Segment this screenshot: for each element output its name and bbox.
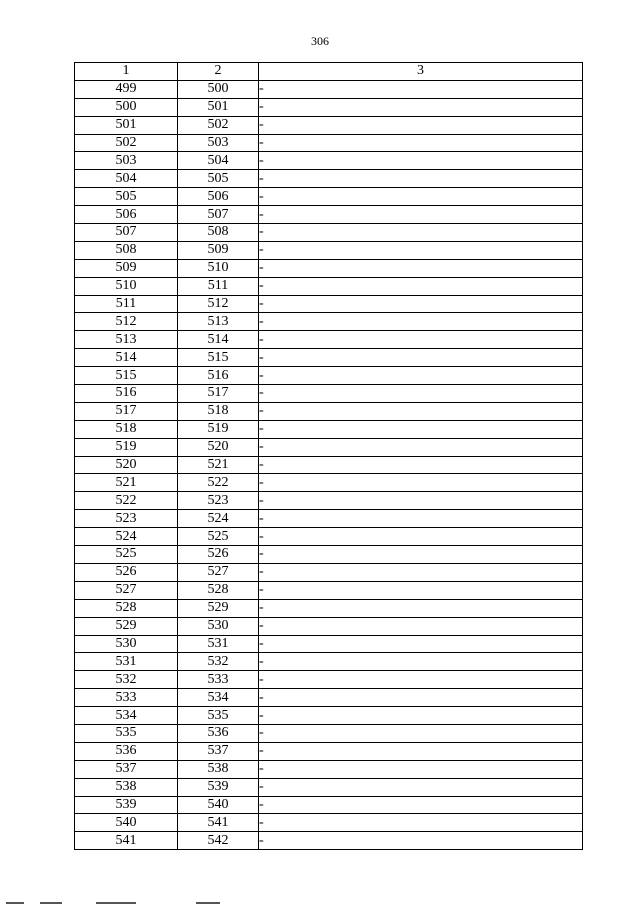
table-cell-col-2: 526 xyxy=(178,546,259,564)
table-cell-col-3: - xyxy=(259,617,583,635)
table-cell-col-1: 529 xyxy=(75,617,178,635)
table-cell-col-3: - xyxy=(259,742,583,760)
table-cell-col-2: 515 xyxy=(178,349,259,367)
table-cell-col-1: 519 xyxy=(75,438,178,456)
table-cell-col-3: - xyxy=(259,635,583,653)
table-cell-col-3: - xyxy=(259,241,583,259)
table-cell-col-3: - xyxy=(259,528,583,546)
table-row xyxy=(75,617,583,635)
table-cell-col-1: 507 xyxy=(75,224,178,242)
table-cell-col-3: - xyxy=(259,563,583,581)
table-cell-col-1: 517 xyxy=(75,402,178,420)
table-row xyxy=(75,438,583,456)
table-cell-col-1: 524 xyxy=(75,528,178,546)
table-cell-col-1: 499 xyxy=(75,80,178,98)
table-row xyxy=(75,402,583,420)
table-cell-col-1: 520 xyxy=(75,456,178,474)
table-cell-col-2: 501 xyxy=(178,98,259,116)
table-cell-col-3: - xyxy=(259,546,583,564)
table-row xyxy=(75,796,583,814)
table-cell-col-2: 509 xyxy=(178,241,259,259)
table-cell-col-2: 503 xyxy=(178,134,259,152)
table-cell-col-1: 510 xyxy=(75,277,178,295)
table-cell-col-2: 528 xyxy=(178,581,259,599)
table-cell-col-2: 508 xyxy=(178,224,259,242)
table-cell-col-1: 512 xyxy=(75,313,178,331)
table-cell-col-1: 522 xyxy=(75,492,178,510)
table-row xyxy=(75,367,583,385)
table-row xyxy=(75,385,583,403)
table-cell-col-1: 521 xyxy=(75,474,178,492)
table-cell-col-1: 533 xyxy=(75,689,178,707)
table-cell-col-2: 532 xyxy=(178,653,259,671)
column-header-1: 1 xyxy=(75,63,178,81)
table-cell-col-1: 535 xyxy=(75,724,178,742)
table-body xyxy=(75,80,583,849)
table-cell-col-3: - xyxy=(259,796,583,814)
table-cell-col-1: 511 xyxy=(75,295,178,313)
table-cell-col-1: 531 xyxy=(75,653,178,671)
table-cell-col-3: - xyxy=(259,653,583,671)
table-cell-col-3: - xyxy=(259,456,583,474)
table-row xyxy=(75,116,583,134)
table-row xyxy=(75,492,583,510)
table-row xyxy=(75,635,583,653)
table-cell-col-2: 533 xyxy=(178,671,259,689)
table-cell-col-2: 523 xyxy=(178,492,259,510)
table-row xyxy=(75,546,583,564)
table-cell-col-3: - xyxy=(259,277,583,295)
table-row xyxy=(75,456,583,474)
table-cell-col-2: 518 xyxy=(178,402,259,420)
table-cell-col-1: 504 xyxy=(75,170,178,188)
table-cell-col-2: 535 xyxy=(178,707,259,725)
table-cell-col-2: 505 xyxy=(178,170,259,188)
table-cell-col-1: 503 xyxy=(75,152,178,170)
table-cell-col-3: - xyxy=(259,510,583,528)
table-cell-col-1: 514 xyxy=(75,349,178,367)
table-cell-col-1: 536 xyxy=(75,742,178,760)
table-cell-col-2: 534 xyxy=(178,689,259,707)
table-cell-col-3: - xyxy=(259,188,583,206)
table-cell-col-3: - xyxy=(259,689,583,707)
table-cell-col-3: - xyxy=(259,832,583,850)
table-row xyxy=(75,188,583,206)
table-cell-col-3: - xyxy=(259,295,583,313)
table-cell-col-1: 530 xyxy=(75,635,178,653)
table-cell-col-2: 502 xyxy=(178,116,259,134)
page-number: 306 xyxy=(311,34,329,48)
table-cell-col-3: - xyxy=(259,814,583,832)
table-cell-col-2: 507 xyxy=(178,206,259,224)
table-cell-col-3: - xyxy=(259,170,583,188)
table-cell-col-2: 527 xyxy=(178,563,259,581)
table-cell-col-2: 531 xyxy=(178,635,259,653)
table-cell-col-1: 541 xyxy=(75,832,178,850)
table-cell-col-3: - xyxy=(259,671,583,689)
table-cell-col-3: - xyxy=(259,206,583,224)
table-row xyxy=(75,152,583,170)
table-cell-col-3: - xyxy=(259,474,583,492)
table-row xyxy=(75,170,583,188)
table-row xyxy=(75,206,583,224)
table-cell-col-1: 513 xyxy=(75,331,178,349)
table-row xyxy=(75,581,583,599)
table-cell-col-3: - xyxy=(259,492,583,510)
table-cell-col-1: 539 xyxy=(75,796,178,814)
table-cell-col-1: 500 xyxy=(75,98,178,116)
table-cell-col-2: 540 xyxy=(178,796,259,814)
table-cell-col-2: 519 xyxy=(178,420,259,438)
table-cell-col-3: - xyxy=(259,778,583,796)
table-row xyxy=(75,689,583,707)
column-header-3: 3 xyxy=(259,63,583,81)
table-cell-col-1: 526 xyxy=(75,563,178,581)
table-row xyxy=(75,653,583,671)
table-cell-col-3: - xyxy=(259,134,583,152)
table-cell-col-2: 539 xyxy=(178,778,259,796)
table-row xyxy=(75,295,583,313)
table-cell-col-2: 530 xyxy=(178,617,259,635)
table-row xyxy=(75,724,583,742)
table-cell-col-1: 534 xyxy=(75,707,178,725)
table-cell-col-2: 517 xyxy=(178,385,259,403)
table-cell-col-3: - xyxy=(259,760,583,778)
table-cell-col-3: - xyxy=(259,80,583,98)
table-cell-col-2: 521 xyxy=(178,456,259,474)
table-row xyxy=(75,134,583,152)
table-cell-col-1: 527 xyxy=(75,581,178,599)
table-cell-col-1: 523 xyxy=(75,510,178,528)
table-header-row xyxy=(75,63,583,81)
table-cell-col-1: 537 xyxy=(75,760,178,778)
table-cell-col-1: 501 xyxy=(75,116,178,134)
table-row xyxy=(75,528,583,546)
table-row xyxy=(75,349,583,367)
table-cell-col-1: 538 xyxy=(75,778,178,796)
table-row xyxy=(75,778,583,796)
table-row xyxy=(75,742,583,760)
table-row xyxy=(75,760,583,778)
table-cell-col-2: 536 xyxy=(178,724,259,742)
table-row xyxy=(75,707,583,725)
table-row xyxy=(75,563,583,581)
table-row xyxy=(75,331,583,349)
table-cell-col-3: - xyxy=(259,259,583,277)
table-row xyxy=(75,224,583,242)
column-header-2: 2 xyxy=(178,63,259,81)
table-cell-col-1: 525 xyxy=(75,546,178,564)
table-row xyxy=(75,98,583,116)
table-cell-col-2: 522 xyxy=(178,474,259,492)
table-cell-col-3: - xyxy=(259,420,583,438)
table-row xyxy=(75,832,583,850)
table-cell-col-2: 506 xyxy=(178,188,259,206)
table-cell-col-3: - xyxy=(259,313,583,331)
table-cell-col-3: - xyxy=(259,402,583,420)
table-row xyxy=(75,814,583,832)
table-row xyxy=(75,420,583,438)
table-cell-col-3: - xyxy=(259,724,583,742)
table-cell-col-1: 518 xyxy=(75,420,178,438)
table-cell-col-3: - xyxy=(259,98,583,116)
table-row xyxy=(75,241,583,259)
table-cell-col-1: 506 xyxy=(75,206,178,224)
table-cell-col-2: 529 xyxy=(178,599,259,617)
table-cell-col-1: 528 xyxy=(75,599,178,617)
table-cell-col-3: - xyxy=(259,599,583,617)
table-cell-col-1: 509 xyxy=(75,259,178,277)
table-cell-col-2: 510 xyxy=(178,259,259,277)
table-row xyxy=(75,259,583,277)
table-row xyxy=(75,599,583,617)
table-cell-col-2: 511 xyxy=(178,277,259,295)
table-cell-col-3: - xyxy=(259,331,583,349)
table-cell-col-2: 513 xyxy=(178,313,259,331)
table-cell-col-2: 542 xyxy=(178,832,259,850)
table-cell-col-3: - xyxy=(259,116,583,134)
table-cell-col-2: 514 xyxy=(178,331,259,349)
table-row xyxy=(75,671,583,689)
table-row xyxy=(75,510,583,528)
table-cell-col-3: - xyxy=(259,581,583,599)
table-cell-col-2: 504 xyxy=(178,152,259,170)
table-cell-col-3: - xyxy=(259,349,583,367)
table-row xyxy=(75,80,583,98)
table-cell-col-1: 508 xyxy=(75,241,178,259)
table-cell-col-2: 516 xyxy=(178,367,259,385)
table-cell-col-2: 537 xyxy=(178,742,259,760)
table-row xyxy=(75,313,583,331)
table-cell-col-2: 520 xyxy=(178,438,259,456)
table-cell-col-3: - xyxy=(259,385,583,403)
table-cell-col-3: - xyxy=(259,224,583,242)
table-cell-col-2: 538 xyxy=(178,760,259,778)
data-table xyxy=(74,62,583,850)
scan-artifact-marks xyxy=(0,900,640,905)
table-cell-col-1: 505 xyxy=(75,188,178,206)
table-row xyxy=(75,277,583,295)
table-row xyxy=(75,474,583,492)
table-cell-col-2: 512 xyxy=(178,295,259,313)
table-cell-col-1: 516 xyxy=(75,385,178,403)
table-cell-col-1: 540 xyxy=(75,814,178,832)
table-cell-col-3: - xyxy=(259,707,583,725)
table-cell-col-3: - xyxy=(259,152,583,170)
table-cell-col-2: 525 xyxy=(178,528,259,546)
table-cell-col-1: 532 xyxy=(75,671,178,689)
table-cell-col-2: 500 xyxy=(178,80,259,98)
table-cell-col-1: 515 xyxy=(75,367,178,385)
table-cell-col-3: - xyxy=(259,367,583,385)
table-cell-col-2: 524 xyxy=(178,510,259,528)
table-cell-col-3: - xyxy=(259,438,583,456)
table-cell-col-1: 502 xyxy=(75,134,178,152)
table-cell-col-2: 541 xyxy=(178,814,259,832)
